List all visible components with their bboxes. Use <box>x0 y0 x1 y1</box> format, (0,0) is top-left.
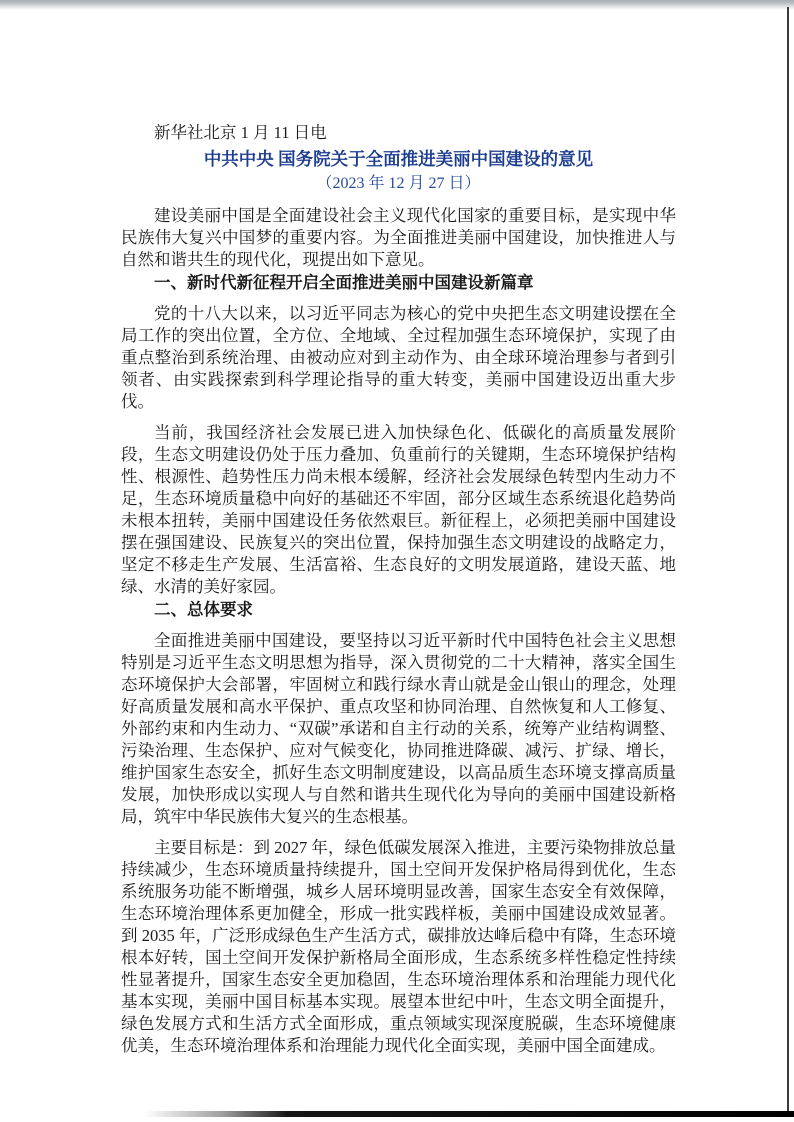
scan-edge-right <box>787 7 789 1113</box>
scan-shadow-top <box>0 0 794 10</box>
section-heading-1: 一、新时代新征程开启全面推进美丽中国建设新篇章 <box>154 273 534 292</box>
document-title: 中共中央 国务院关于全面推进美丽中国建设的意见 <box>203 149 594 169</box>
intro-paragraph: 建设美丽中国是全面建设社会主义现代化国家的重要目标，是实现中华民族伟大复兴中国梦的重要内容。为全面推进美丽中国建设，加快推进人与自然和谐共生的现代化，现提出如下意见。 <box>121 206 676 269</box>
document-date: （2023 年 12 月 27 日） <box>316 175 481 192</box>
section-heading-2: 二、总体要求 <box>154 600 253 619</box>
news-agency-dateline: 新华社北京 1 月 11 日电 <box>154 123 327 142</box>
document-body <box>121 122 676 1057</box>
paragraph-main-goals: 主要目标是：到 2027 年，绿色低碳发展深入推进，主要污染物排放总量持续减少，生态环境质量持续提升，国土空间开发保护格局得到优化，生态系统服务功能不断增强，城乡人居环境明显改善，国家生态安全有效保障，生态环境治理体系更加健全，形成一批实践样板，美丽中国建设成效显著。到 2035 年，广泛形成绿色生产生活方式，碳排放达峰后稳中有降，生态环境根本好转，国土空间开发保护新格局全面形成，生态系统多样性稳定性持续性显著提升，国家生态安全更加稳固，生态环境治理体系和治理能力现代化基本实现，美丽中国目标基本实现。展望本世纪中叶，生态文明全面提升，绿色发展方式和生活方式全面形成，重点领域实现深度脱碳，生态环境健康优美，生态环境治理体系和治理能力现代化全面实现，美丽中国全面建成。 <box>121 838 676 1055</box>
paragraph-since-18th-congress: 党的十八大以来，以习近平同志为核心的党中央把生态文明建设摆在全局工作的突出位置，全方位、全地域、全过程加强生态环境保护，实现了由重点整治到系统治理、由被动应对到主动作为、由全球环境治理参与者到引领者、由实践探索到科学理论指导的重大转变，美丽中国建设迈出重大步伐。 <box>121 304 676 411</box>
scan-shadow-bottom <box>145 1111 794 1117</box>
paragraph-current-situation: 当前，我国经济社会发展已进入加快绿色化、低碳化的高质量发展阶段，生态文明建设仍处于压力叠加、负重前行的关键期，生态环境保护结构性、根源性、趋势性压力尚未根本缓解，经济社会发展绿色转型内生动力不足，生态环境质量稳中向好的基础还不牢固，部分区域生态系统退化趋势尚未根本扭转，美丽中国建设任务依然艰巨。新征程上，必须把美丽中国建设摆在强国建设、民族复兴的突出位置，保持加强生态文明建设的战略定力，坚定不移走生产发展、生活富裕、生态良好的文明发展道路，建设天蓝、地绿、水清的美好家园。 <box>121 423 676 596</box>
paragraph-overall-requirements: 全面推进美丽中国建设，要坚持以习近平新时代中国特色社会主义思想特别是习近平生态文明思想为指导，深入贯彻党的二十大精神，落实全国生态环境保护大会部署，牢固树立和践行绿水青山就是金山银山的理念，处理好高质量发展和高水平保护、重点攻坚和协同治理、自然恢复和人工修复、外部约束和内生动力、“双碳”承诺和自主行动的关系，统筹产业结构调整、污染治理、生态保护、应对气候变化，协同推进降碳、减污、扩绿、增长，维护国家生态安全，抓好生态文明制度建设，以高品质生态环境支撑高质量发展，加快形成以实现人与自然和谐共生现代化为导向的美丽中国建设新格局，筑牢中华民族伟大复兴的生态根基。 <box>121 631 676 826</box>
